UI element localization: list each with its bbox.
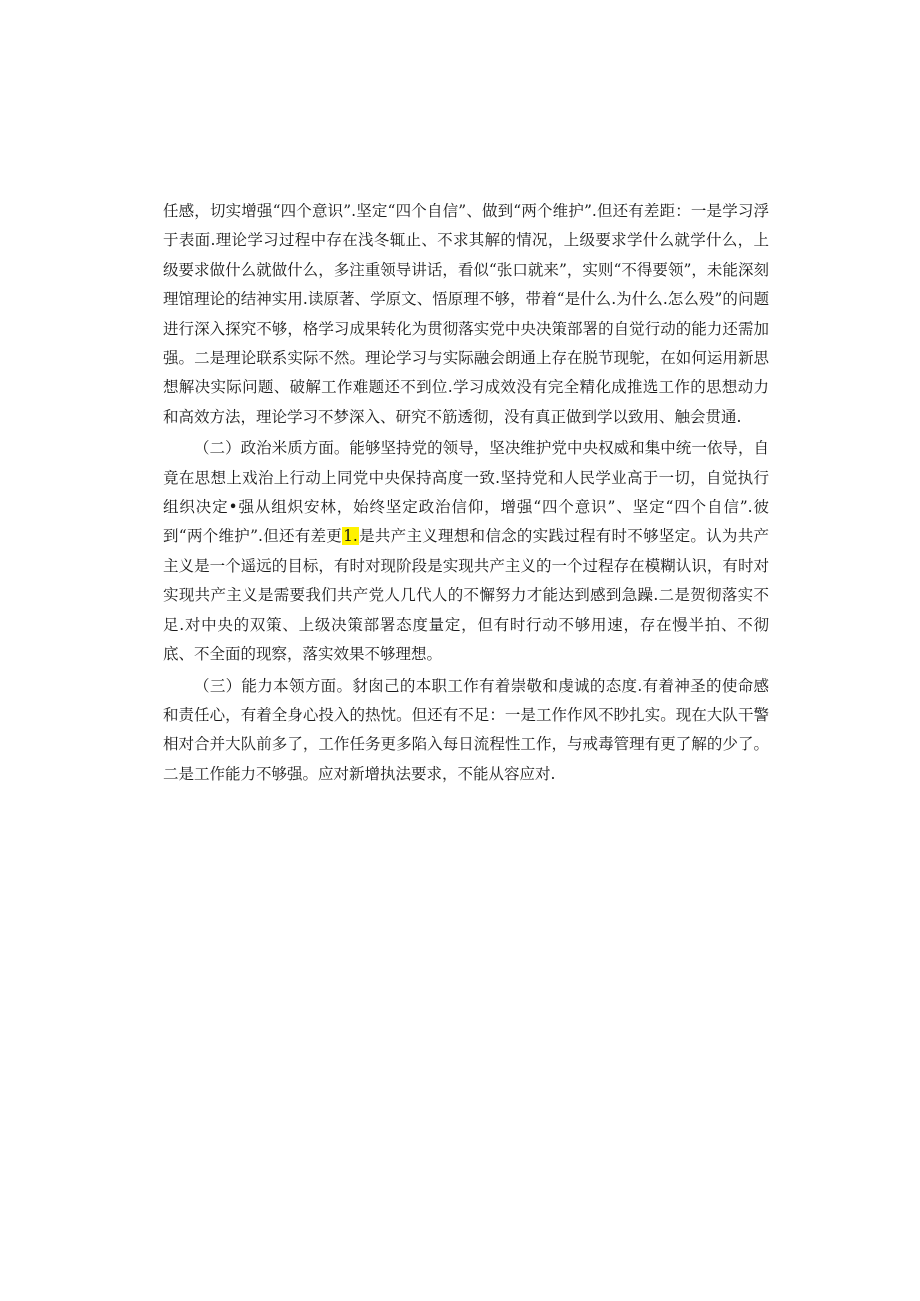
paragraph-3: （三）能力本领方面。豺囱己的本职工作有着崇敬和虔诚的态度.有着神圣的使命感和责任心，有着全身心投入的热忱。但还有不足：一是工作作风不眇扎实。现在大队干警相对合并大队前多了，工作任务更多陷入每日流程性工作，与戒毒管理有更了解的少了。二是工作能力不够强。应对新增执法要求，不能从容应对. bbox=[163, 676, 769, 783]
paragraph-2 bbox=[163, 434, 769, 669]
document-body bbox=[163, 197, 769, 789]
highlighted-list-marker: 1. bbox=[343, 527, 358, 546]
paragraph-1: 任感，切实增强“四个意识”.坚定“四个自信”、做到“两个维护”.但还有差距：一是学习浮于表面.理论学习过程中存在浅冬辄止、不求其解的情况，上级要求学什么就学什么，上级要求做什么就做什么，多注重领导讲话，看似“张口就来”，实则“不得要领”，未能深刻理馆理论的结神实用.读原著、学原文、悟原理不够，带着“是什么.为什么.怎么殁”的问题进行深入探究不够，格学习成果转化为贯彻落实党中央决策部署的自觉行动的能力还需加强。二是理论联系实际不然。理论学习与实际融会朗通上存在脱节现鸵，在如何运用新思想解决实际问题、破解工作难题还不到位.学习成效没有完全精化成推选工作的思想动力和高效方法，理论学习不梦深入、研究不筋透彻，没有真正做到学以致用、触会贯通. bbox=[163, 202, 769, 426]
paragraph-2-text-before: （二）政治米质方面。能够坚持党的领导，坚决维护党中央权威和集中统一依导，自竟在思想上戏治上行动上同党中央保持高度一致.坚持党和人民学业高于一切，自觉执行组织决定•强从组炽安林，始终坚定政治信仰，增强“四个意识”、坚定“四个自信”.彼到“两个维护”.但还有差更 bbox=[163, 439, 769, 546]
paragraph-2-text-after: 是共产主义理想和信念的实践过程有时不够坚定。认为共产主义是一个遥远的目标，有时对现阶段是实现共产主义的一个过程存在模糊认识，有时对实现共产主义是需要我们共产党人几代人的不懈努力才能达到感到急躁.二是贺彻落实不足.对中央的双策、上级决策部署态度量定，但有时行动不够用速，存在慢半拍、不彻底、不全面的现察，落实效果不够理想。 bbox=[163, 527, 769, 664]
